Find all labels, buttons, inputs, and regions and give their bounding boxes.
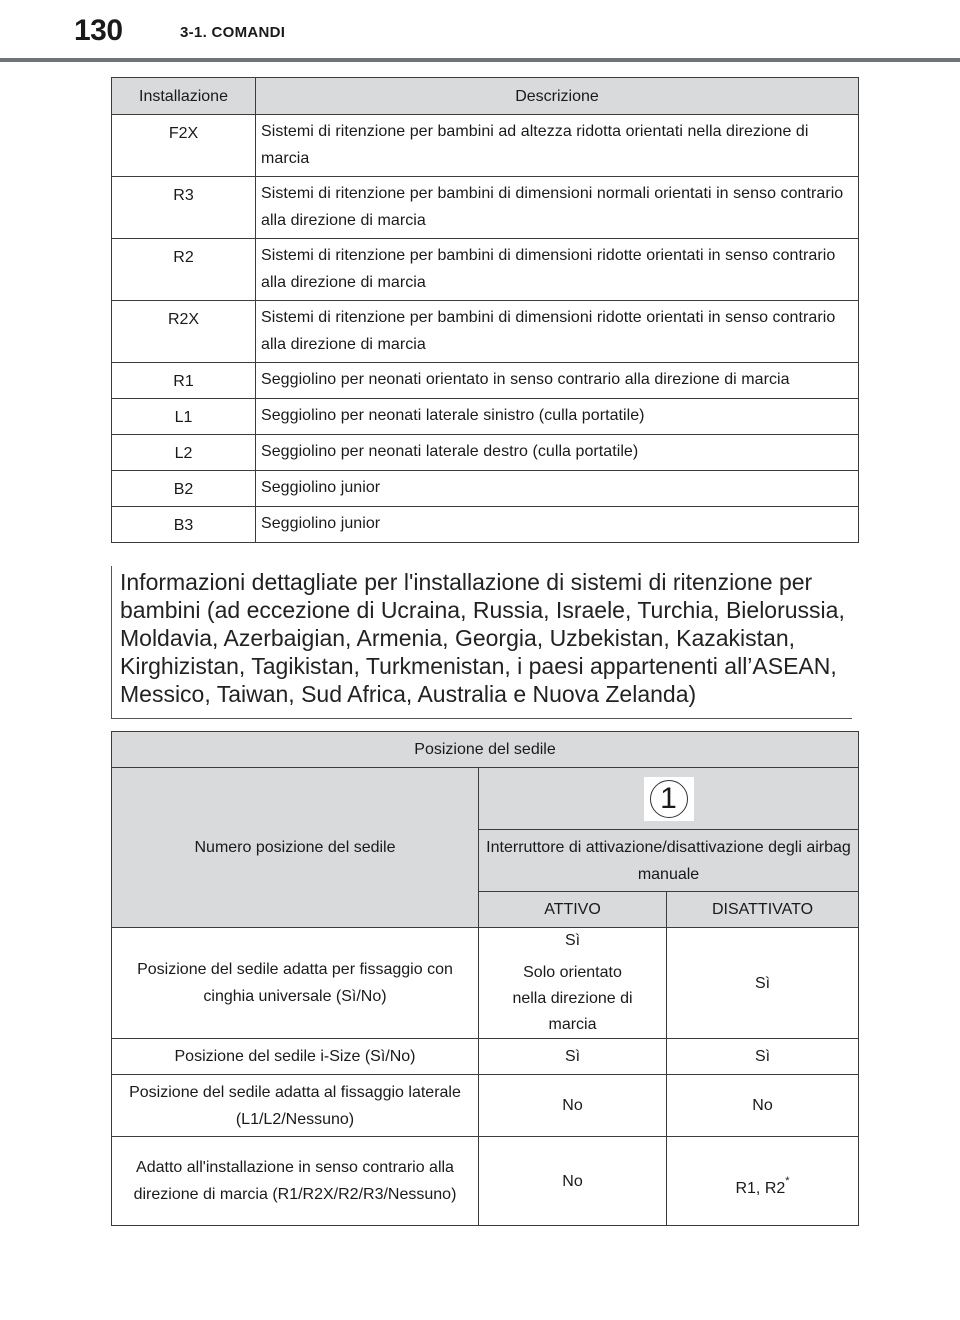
section-title: 3-1. COMANDI xyxy=(180,24,286,41)
seat-position-table xyxy=(111,731,859,1226)
table-row xyxy=(112,301,859,363)
column-header-on: ATTIVO xyxy=(479,892,667,928)
seat-table-title-row xyxy=(112,732,859,768)
column-header-installation: Installazione xyxy=(112,78,256,115)
cell-off: Sì xyxy=(667,928,859,1039)
installation-description: Sistemi di ritenzione per bambini di dimensioni ridotte orientati in senso contrario alla direzione di marcia xyxy=(256,301,859,363)
table-row xyxy=(112,399,859,435)
airbag-switch-label: Interruttore di attivazione/disattivazione degli airbag manuale xyxy=(479,830,859,892)
cell-on: Sì xyxy=(479,1039,667,1075)
installation-description: Sistemi di ritenzione per bambini ad altezza ridotta orientati nella direzione di marcia xyxy=(256,115,859,177)
installation-description: Sistemi di ritenzione per bambini di dimensioni ridotte orientati in senso contrario alla direzione di marcia xyxy=(256,239,859,301)
table-row xyxy=(112,1039,859,1075)
table-row xyxy=(112,471,859,507)
seat-number-badge: 1 xyxy=(650,780,688,818)
installation-code: F2X xyxy=(112,115,256,177)
seat-number-badge-wrap xyxy=(644,777,694,821)
installation-code: R2 xyxy=(112,239,256,301)
cell-on-note: Solo orientato nella direzione di marcia xyxy=(512,964,633,1033)
cell-off: No xyxy=(667,1075,859,1137)
table-row xyxy=(112,115,859,177)
installation-code: R1 xyxy=(112,363,256,399)
installation-description: Seggiolino junior xyxy=(256,507,859,543)
installation-code: R3 xyxy=(112,177,256,239)
seat-table-title: Posizione del sedile xyxy=(112,732,859,768)
installation-code: B3 xyxy=(112,507,256,543)
installation-description: Seggiolino junior xyxy=(256,471,859,507)
installation-code: L1 xyxy=(112,399,256,435)
table-header-row xyxy=(112,78,859,115)
info-heading: Informazioni dettagliate per l'installazione di sistemi di ritenzione per bambini (ad eccezione di Ucraina, Russia, Israele, Turchia, Bielorussia, Moldavia, Azerbaigian, Armenia, Georgia, Uzbekistan, Kazakistan, Kirghizistan, Tagikistan, Turkmenistan, i paesi appartenenti all’ASEAN, Messico, Taiwan, Sud Africa, Australia e Nuova Zelanda) xyxy=(120,569,845,707)
installation-description: Seggiolino per neonati orientato in senso contrario alla direzione di marcia xyxy=(256,363,859,399)
seat-number-row xyxy=(112,768,859,830)
cell-on: No xyxy=(479,1075,667,1137)
table-row xyxy=(112,177,859,239)
cell-off-value: R1, R2 xyxy=(735,1179,786,1197)
column-header-off: DISATTIVATO xyxy=(667,892,859,928)
seat-number-cell xyxy=(479,768,859,830)
info-heading-box xyxy=(111,566,852,719)
header-rule xyxy=(0,58,960,62)
cell-on-value: Sì xyxy=(564,932,581,949)
installation-code: R2X xyxy=(112,301,256,363)
table-row xyxy=(112,435,859,471)
cell-off xyxy=(667,1137,859,1226)
cell-off: Sì xyxy=(667,1039,859,1075)
installation-description: Sistemi di ritenzione per bambini di dimensioni normali orientati in senso contrario alla direzione di marcia xyxy=(256,177,859,239)
page-header xyxy=(0,0,960,64)
table-row xyxy=(112,507,859,543)
column-header-description: Descrizione xyxy=(256,78,859,115)
table-row xyxy=(112,1137,859,1226)
table-row xyxy=(112,1075,859,1137)
cell-on: No xyxy=(479,1137,667,1226)
installation-table xyxy=(111,77,859,543)
table-row xyxy=(112,363,859,399)
cell-on xyxy=(479,928,667,1039)
installation-description: Seggiolino per neonati laterale destro (culla portatile) xyxy=(256,435,859,471)
table-row xyxy=(112,928,859,1039)
footnote-mark: * xyxy=(785,1174,790,1187)
row-label: Posizione del sedile adatta per fissaggio con cinghia universale (Sì/No) xyxy=(112,928,479,1039)
page-number: 130 xyxy=(74,14,123,47)
installation-code: B2 xyxy=(112,471,256,507)
installation-code: L2 xyxy=(112,435,256,471)
row-label: Posizione del sedile adatta al fissaggio laterale (L1/L2/Nessuno) xyxy=(112,1075,479,1137)
installation-description: Seggiolino per neonati laterale sinistro (culla portatile) xyxy=(256,399,859,435)
seat-number-label: Numero posizione del sedile xyxy=(112,768,479,928)
table-row xyxy=(112,239,859,301)
row-label: Adatto all'installazione in senso contrario alla direzione di marcia (R1/R2X/R2/R3/Nessuno) xyxy=(112,1137,479,1226)
row-label: Posizione del sedile i-Size (Sì/No) xyxy=(112,1039,479,1075)
